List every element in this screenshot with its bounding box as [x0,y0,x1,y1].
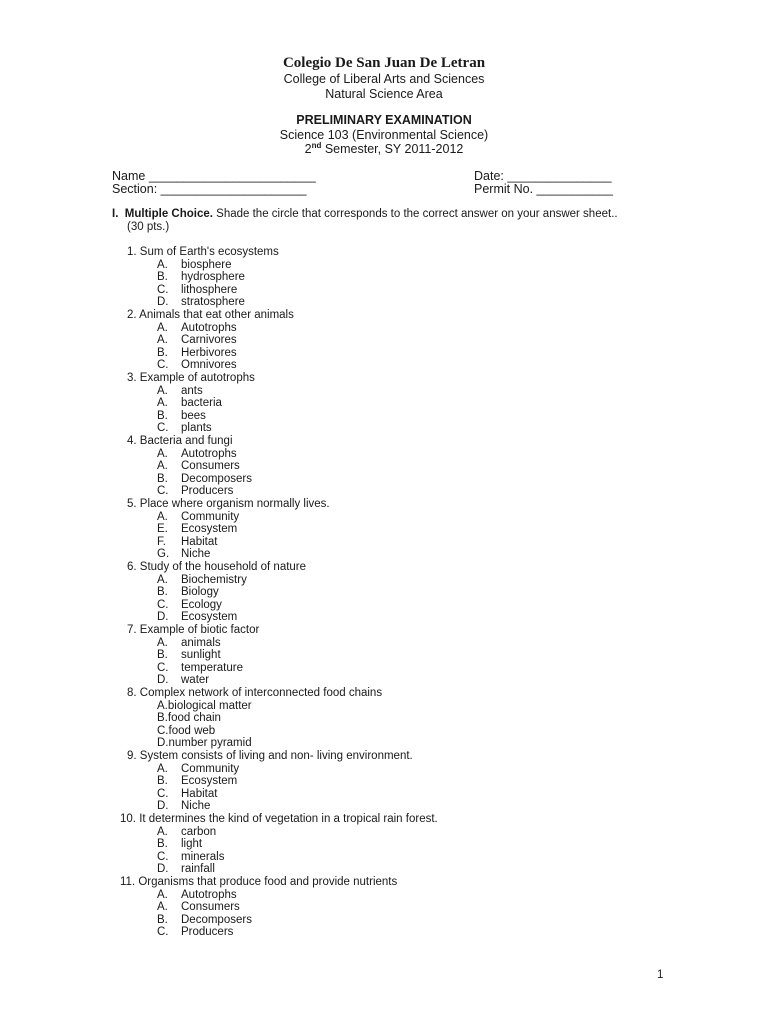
choice-letter: B. [157,838,168,851]
question-number: 9. [127,750,137,762]
question-item [127,372,255,385]
question-number: 3. [127,372,137,384]
answer-choice [157,788,217,801]
answer-choice [157,284,237,297]
choice-text: light [181,838,203,851]
choice-text: Biochemistry [181,573,247,586]
choice-text: Ecosystem [181,775,238,788]
answer-choice [157,901,240,914]
question-number: 11. [120,876,136,888]
choice-text: Autotrophs [181,447,237,460]
answer-choice [157,586,219,599]
answer-choice [157,536,217,549]
choice-letter: B. [157,409,168,422]
question-text: Animals that eat other animals [139,309,294,321]
choice-text: minerals [181,850,225,863]
choice-letter: B. [157,913,168,926]
choice-letter: B. [157,712,168,725]
answer-choice [157,347,237,360]
answer-choice [157,473,252,486]
choice-text: Community [181,510,240,523]
name-field: Name ________________________ [112,169,316,183]
answer-choice [157,611,237,624]
choice-text: animals [181,636,221,649]
question-number: 5. [127,498,137,510]
choice-letter: E. [157,523,168,536]
permit-field: Permit No. ___________ [474,182,613,196]
choice-letter: A. [157,460,168,473]
answer-choice [157,271,245,284]
choice-text: Decomposers [181,472,252,485]
choice-letter: B. [157,346,168,359]
choice-letter: B. [157,775,168,788]
choice-letter: D. [157,863,169,876]
choice-letter: A. [157,888,168,901]
question-item [127,624,259,637]
answer-choice [157,511,239,524]
choice-text: food chain [167,712,221,725]
choice-letter: A. [157,447,168,460]
question-text: Complex network of interconnected food chains [139,687,383,699]
choice-letter: C. [157,724,169,737]
course-title: Science 103 (Environmental Science) [279,128,489,142]
answer-choice [157,599,222,612]
choice-text: Ecosystem [181,611,238,624]
answer-choice [157,334,237,347]
choice-letter: C. [157,283,169,296]
question-text: Organisms that produce food and provide nutrients [138,876,398,888]
choice-text: Autotrophs [181,321,237,334]
answer-choice [157,674,209,687]
choice-letter: A. [157,901,168,914]
semester-line [0,142,768,156]
section-heading [112,208,618,220]
answer-choice [157,889,237,902]
semester-ordinal: nd [311,141,322,150]
choice-letter: C. [157,661,169,674]
question-item [127,435,233,448]
choice-text: number pyramid [168,737,252,750]
question-number: 10. [120,813,136,825]
answer-choice [157,851,224,864]
answer-choice [157,737,252,750]
answer-choice [157,574,247,587]
answer-choice [157,422,212,435]
choice-letter: D. [157,674,169,687]
choice-letter: D. [157,296,169,309]
answer-choice [157,410,206,423]
question-number: 1. [127,246,137,258]
question-text: Study of the household of nature [139,561,307,573]
question-item [127,498,330,511]
page-number: 1 [657,969,664,981]
question-item [127,687,382,700]
choice-letter: B. [157,586,168,599]
choice-text: Producers [181,485,234,498]
choice-text: Consumers [181,901,240,914]
question-item [127,750,413,763]
section-number: I. [112,208,119,220]
answer-choice [157,548,210,561]
answer-choice [157,725,215,738]
answer-choice [157,763,239,776]
choice-letter: A. [157,510,168,523]
choice-letter: D. [157,800,169,813]
section-instruction: Shade the circle that corresponds to the correct answer on your answer sheet.. [212,208,618,220]
choice-letter: A. [157,699,168,712]
section-title: Multiple Choice. [124,208,213,220]
answer-choice [157,838,202,851]
choice-letter: A. [157,636,168,649]
choice-letter: C. [157,598,169,611]
choice-letter: B. [157,472,168,485]
answer-choice [157,863,215,876]
choice-letter: C. [157,485,169,498]
choice-text: carbon [181,825,217,838]
answer-choice [157,523,237,536]
answer-choice [157,460,240,473]
choice-letter: D. [157,611,169,624]
choice-text: stratosphere [181,296,245,309]
choice-letter: C. [157,850,169,863]
choice-text: Habitat [181,535,218,548]
choice-text: Autotrophs [181,888,237,901]
answer-choice [157,397,222,410]
question-text: Place where organism normally lives. [139,498,330,510]
choice-letter: B. [157,649,168,662]
choice-letter: C. [157,926,169,939]
choice-text: bacteria [181,397,222,410]
question-text: It determines the kind of vegetation in a tropical rain forest. [139,813,438,825]
answer-choice [157,712,221,725]
answer-choice [157,259,232,272]
choice-letter: G. [157,548,170,561]
answer-choice [157,448,237,461]
answer-choice [157,826,216,839]
question-number: 6. [127,561,137,573]
question-number: 4. [127,435,137,447]
choice-text: lithosphere [181,283,238,296]
choice-letter: A. [157,573,168,586]
answer-choice [157,359,237,372]
answer-choice [157,700,252,713]
choice-letter: A. [157,397,168,410]
answer-choice [157,485,233,498]
question-text: Sum of Earth's ecosystems [139,246,279,258]
choice-text: Ecosystem [181,523,238,536]
answer-choice [157,800,210,813]
choice-text: bees [181,409,206,422]
question-item [127,309,294,322]
question-item [127,246,279,259]
answer-choice [157,322,237,335]
answer-choice [157,926,233,939]
choice-letter: C. [157,787,169,800]
question-text: System consists of living and non- living environment. [139,750,413,762]
choice-letter: C. [157,359,169,372]
choice-letter: A. [157,384,168,397]
department-area: Natural Science Area [325,87,443,101]
college-name: College of Liberal Arts and Sciences [283,72,485,86]
question-number: 7. [127,624,137,636]
choice-letter: A. [157,825,168,838]
answer-choice [157,637,221,650]
choice-text: Niche [181,800,211,813]
choice-text: Decomposers [181,913,252,926]
school-name: Colegio De San Juan De Letran [282,55,486,71]
question-number: 2. [127,309,137,321]
semester-number: 2 [304,142,312,156]
answer-choice [157,662,243,675]
choice-letter: D. [157,737,169,750]
question-text: Bacteria and fungi [139,435,233,447]
date-field: Date: _______________ [474,169,612,183]
question-text: Example of autotrophs [139,372,255,384]
choice-letter: A. [157,321,168,334]
choice-text: Producers [181,926,234,939]
choice-text: Biology [181,586,219,599]
choice-text: Herbivores [181,346,237,359]
choice-text: Community [181,762,240,775]
section-points: (30 pts.) [127,221,170,233]
answer-choice [157,385,203,398]
choice-text: Habitat [181,787,218,800]
question-number: 8. [127,687,137,699]
question-item [120,813,438,826]
answer-choice [157,649,221,662]
answer-choice [157,775,237,788]
choice-text: biological matter [167,699,252,712]
choice-text: sunlight [181,649,221,662]
question-text: Example of biotic factor [139,624,260,636]
choice-text: food web [168,724,216,737]
answer-choice [157,914,252,927]
choice-letter: B. [157,271,168,284]
choice-text: water [181,674,210,687]
choice-text: temperature [181,661,244,674]
question-item [127,561,306,574]
choice-text: rainfall [181,863,215,876]
answer-choice [157,296,245,309]
choice-text: Consumers [181,460,240,473]
choice-text: ants [181,384,203,397]
choice-text: hydrosphere [181,271,245,284]
question-item [120,876,397,889]
choice-letter: A. [157,762,168,775]
choice-letter: A. [157,334,168,347]
choice-letter: C. [157,422,169,435]
exam-title: PRELIMINARY EXAMINATION [296,113,472,127]
choice-text: Omnivores [181,359,237,372]
choice-text: biosphere [181,258,232,271]
semester-rest: Semester, SY 2011-2012 [321,142,464,156]
choice-letter: A. [157,258,168,271]
section-field: Section: _____________________ [112,182,307,196]
choice-text: plants [181,422,212,435]
choice-letter: F. [157,535,166,548]
choice-text: Niche [181,548,211,561]
choice-text: Ecology [181,598,222,611]
choice-text: Carnivores [181,334,237,347]
